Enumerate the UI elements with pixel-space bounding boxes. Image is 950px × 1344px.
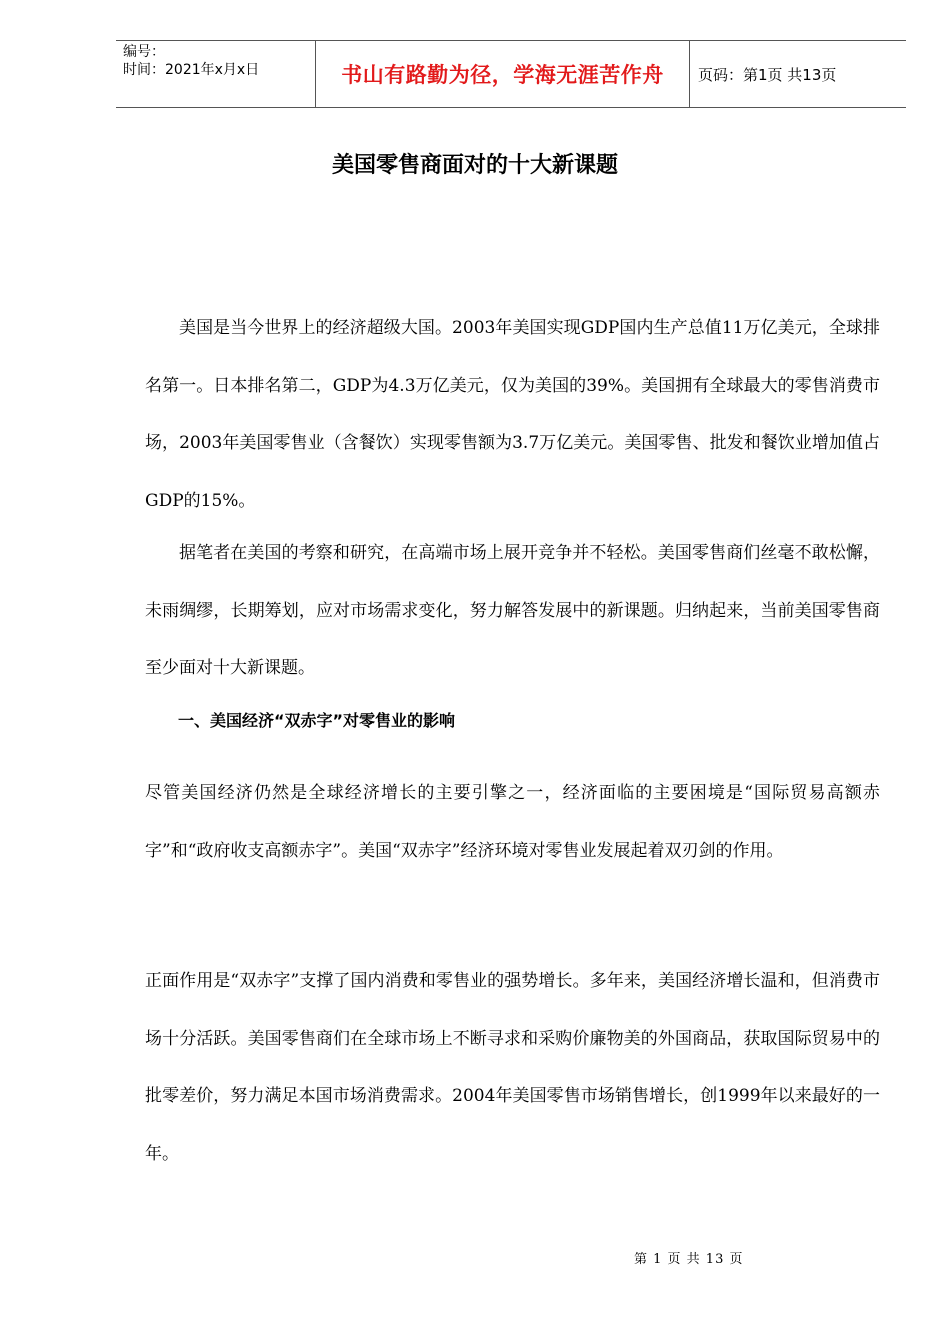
serial-label: 编号：	[123, 44, 165, 60]
page-header	[116, 40, 906, 108]
paragraph-double-deficit: 尽管美国经济仍然是全球经济增长的主要引擎之一，经济面临的主要困境是“国际贸易高额赤字”和“政府收支高额赤字”。美国“双赤字”经济环境对零售业发展起着双刃剑的作用。	[145, 783, 880, 861]
section-heading-1: 一、美国经济“双赤字”对零售业的影响	[178, 711, 456, 730]
document-title: 美国零售商面对的十大新课题	[331, 153, 618, 178]
date-line: 时间：2021年x月x日	[123, 62, 260, 78]
page-footer: 第 1 页 共 13 页	[634, 1252, 744, 1267]
header-meta	[116, 41, 316, 107]
header-page-info	[690, 41, 906, 107]
paragraph-positive-effect: 正面作用是“双赤字”支撑了国内消费和零售业的强势增长。多年来，美国经济增长温和，但消费市场十分活跃。美国零售商们在全球市场上不断寻求和采购价廉物美的外国商品，获取国际贸易中的批零差价，努力满足本国市场消费需求。2004年美国零售市场销售增长，创1999年以来最好的一年。	[145, 971, 880, 1164]
paragraph-intro: 美国是当今世界上的经济超级大国。2003年美国实现GDP国内生产总值11万亿美元，全球排名第一。日本排名第二，GDP为4.3万亿美元，仅为美国的39%。美国拥有全球最大的零售消费市场，2003年美国零售业（含餐饮）实现零售额为3.7万亿美元。美国零售、批发和餐饮业增加值占GDP的15%。	[145, 318, 880, 511]
paragraph-overview: 据笔者在美国的考察和研究，在高端市场上展开竞争并不轻松。美国零售商们丝毫不敢松懈，未雨绸缪，长期筹划，应对市场需求变化，努力解答发展中的新课题。归纳起来，当前美国零售商至少面对十大新课题。	[145, 543, 880, 678]
motto-text: 书山有路勤为径，学海无涯苦作舟	[341, 63, 664, 87]
page-info-text: 页码：第1页 共13页	[698, 65, 837, 84]
header-motto	[316, 41, 690, 107]
